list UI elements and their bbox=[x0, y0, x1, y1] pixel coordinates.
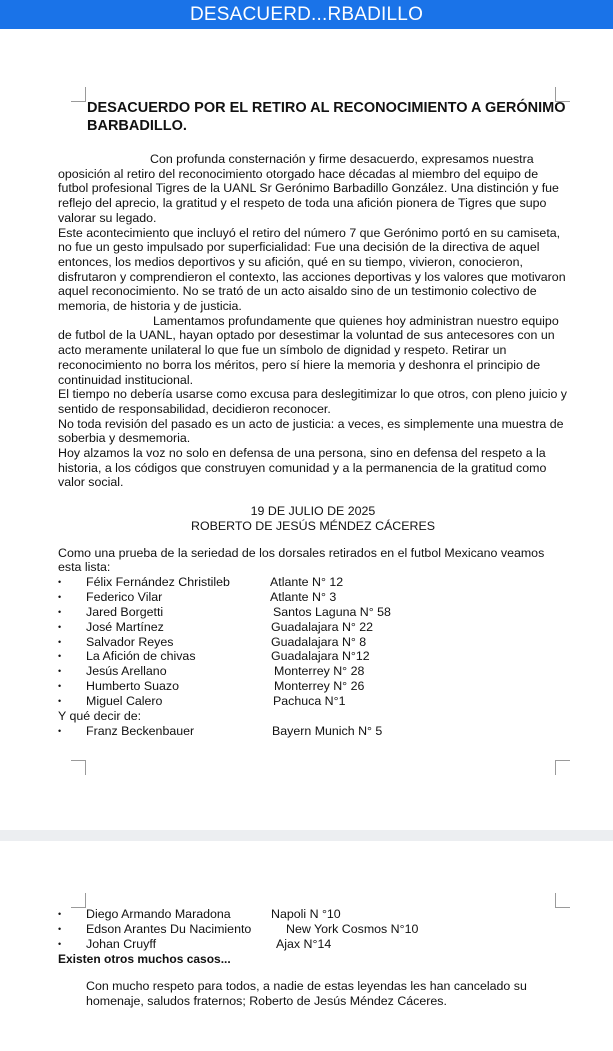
player-team: Atlante N° 3 bbox=[270, 589, 337, 604]
closing-paragraph: Con mucho respeto para todos, a nadie de estas leyendas les han cancelado su homenaje, saludos fraternos; Roberto de Jesús Méndez Cáceres. bbox=[86, 978, 527, 1008]
player-name: Johan Cruyff bbox=[86, 936, 157, 951]
otros-casos: Existen otros muchos casos... bbox=[58, 951, 231, 966]
player-team: Guadalajara N° 8 bbox=[271, 634, 367, 649]
bullet-icon: • bbox=[58, 651, 62, 662]
foreign-players-list bbox=[58, 724, 568, 739]
list-item bbox=[58, 620, 568, 635]
list-intro: Como una prueba de la seriedad de los dorsales retirados en el futbol Mexicano veamos esta lista: bbox=[58, 545, 545, 575]
player-name: Diego Armando Maradona bbox=[86, 907, 231, 921]
list-item bbox=[58, 664, 568, 679]
paragraph: Lamentamos profundamente que quienes hoy administran nuestro equipo de futbol de la UANL, hayan optado por desestimar la voluntad de sus antecesores con un acto meramente unilateral lo que fue un símbolo de dignidad y respeto. Retirar un reconocimiento no borra los méritos, pero sí hiere la memoria y deshonra el principio de continuidad institucional. bbox=[58, 313, 559, 387]
player-team: Ajax N°14 bbox=[276, 936, 332, 951]
list-item bbox=[58, 649, 568, 664]
retired-numbers-list bbox=[58, 575, 568, 709]
player-team: New York Cosmos N°10 bbox=[286, 921, 419, 936]
player-team: Pachuca N°1 bbox=[273, 694, 346, 709]
bullet-icon: • bbox=[58, 666, 62, 677]
y-que-decir-label: Y qué decir de: bbox=[58, 709, 142, 723]
bullet-icon: • bbox=[58, 621, 62, 632]
document-title-bar[interactable]: DESACUERD...RBADILLO bbox=[0, 0, 613, 29]
list-item bbox=[58, 679, 568, 694]
player-name: Salvador Reyes bbox=[86, 634, 174, 649]
paragraph: Hoy alzamos la voz no solo en defensa de una persona, sino en defensa del respeto a la historia, a los códigos que construyen comunidad y a la permanencia de la gratitud como valor social. bbox=[58, 446, 547, 490]
paragraph: Este acontecimiento que incluyó el retiro del número 7 que Gerónimo portó en su camiseta, no fue un gesto impulsado por superficialidad: Fue una decisión de la directiva de aquel entonces, los medios deportivos y su afición, qué en su tiempo, vivieron, conocieron, disfrutaron y comprendieron el contexto, las acciones deportivas y los valores que motivaron aquel reconocimiento. No se trató de un acto aisaldo sino de un testimonio colectivo de memoria, de historia y de justicia. bbox=[58, 225, 566, 314]
signature-date: 19 DE JULIO DE 2025 bbox=[250, 504, 376, 519]
player-name: Edson Arantes Du Nacimiento bbox=[86, 921, 252, 936]
margin-corner-mark bbox=[71, 893, 86, 908]
bullet-icon: • bbox=[58, 909, 62, 919]
signature-author: ROBERTO DE JESÚS MÉNDEZ CÁCERES bbox=[191, 518, 435, 533]
player-name: Humberto Suazo bbox=[86, 679, 179, 694]
bullet-icon: • bbox=[58, 923, 62, 934]
document-body bbox=[58, 152, 568, 739]
player-team: Napoli N °10 bbox=[271, 907, 341, 921]
player-team: Monterrey N° 26 bbox=[274, 679, 365, 694]
bullet-icon: • bbox=[58, 725, 62, 736]
list-item bbox=[58, 605, 568, 620]
list-item bbox=[58, 590, 568, 605]
list-item bbox=[58, 575, 568, 590]
player-team: Guadalajara N°12 bbox=[271, 649, 370, 664]
player-name: Federico Vilar bbox=[86, 589, 163, 604]
bullet-icon: • bbox=[58, 681, 62, 692]
player-team: Monterrey N° 28 bbox=[274, 664, 365, 679]
list-item bbox=[58, 922, 568, 937]
bullet-icon: • bbox=[58, 576, 62, 587]
player-name: La Afición de chivas bbox=[86, 649, 196, 664]
bullet-icon: • bbox=[58, 636, 62, 647]
list-item bbox=[58, 724, 568, 739]
document-heading: DESACUERDO POR EL RETIRO AL RECONOCIMIENTO A GERÓNIMO BARBADILLO. bbox=[87, 100, 566, 134]
paragraph: No toda revisión del pasado es un acto de justicia: a veces, es simplemente una muestra de soberbia y desmemoria. bbox=[58, 416, 564, 446]
player-name: Jesús Arellano bbox=[86, 664, 167, 679]
paragraph: El tiempo no debería usarse como excusa para deslegitimizar lo que otros, con pleno juicio y sentido de responsabilidad, decidieron reconocer. bbox=[58, 387, 567, 416]
page-separator bbox=[0, 830, 613, 841]
player-name: Félix Fernández Christileb bbox=[86, 574, 230, 589]
player-name: Franz Beckenbauer bbox=[86, 723, 195, 738]
player-team: Bayern Munich N° 5 bbox=[272, 723, 383, 738]
bullet-icon: • bbox=[58, 606, 62, 617]
player-name: Jared Borgetti bbox=[86, 604, 164, 619]
paragraph: Con profunda consternación y firme desacuerdo, expresamos nuestra oposición al retiro del reconocimiento otorgado hace décadas al miembro del equipo de futbol profesional Tigres de la UANL Sr Gerónimo Barbadillo González. Una distinción y fue reflejo del aprecio, la gratitud y el respeto de toda una afición pionera de Tigres que supo valorar su legado. bbox=[58, 152, 559, 225]
document-page-1 bbox=[0, 29, 613, 830]
margin-corner-mark bbox=[71, 760, 86, 775]
international-players-list bbox=[58, 907, 568, 952]
player-team: Atlante N° 12 bbox=[270, 574, 344, 589]
margin-corner-mark bbox=[555, 893, 570, 908]
bullet-icon: • bbox=[58, 696, 62, 707]
player-team: Guadalajara N° 22 bbox=[271, 619, 374, 634]
document-page-2 bbox=[0, 841, 613, 1051]
document-body-page-2 bbox=[58, 907, 568, 1009]
bullet-icon: • bbox=[58, 591, 62, 602]
list-item bbox=[58, 635, 568, 650]
margin-corner-mark bbox=[555, 760, 570, 775]
player-team: Santos Laguna N° 58 bbox=[273, 604, 391, 619]
list-item bbox=[58, 907, 568, 922]
player-name: Miguel Calero bbox=[86, 694, 163, 709]
list-item bbox=[58, 694, 568, 709]
margin-corner-mark bbox=[71, 87, 86, 102]
player-name: José Martínez bbox=[86, 619, 164, 634]
bullet-icon: • bbox=[58, 938, 62, 949]
list-item bbox=[58, 937, 568, 952]
